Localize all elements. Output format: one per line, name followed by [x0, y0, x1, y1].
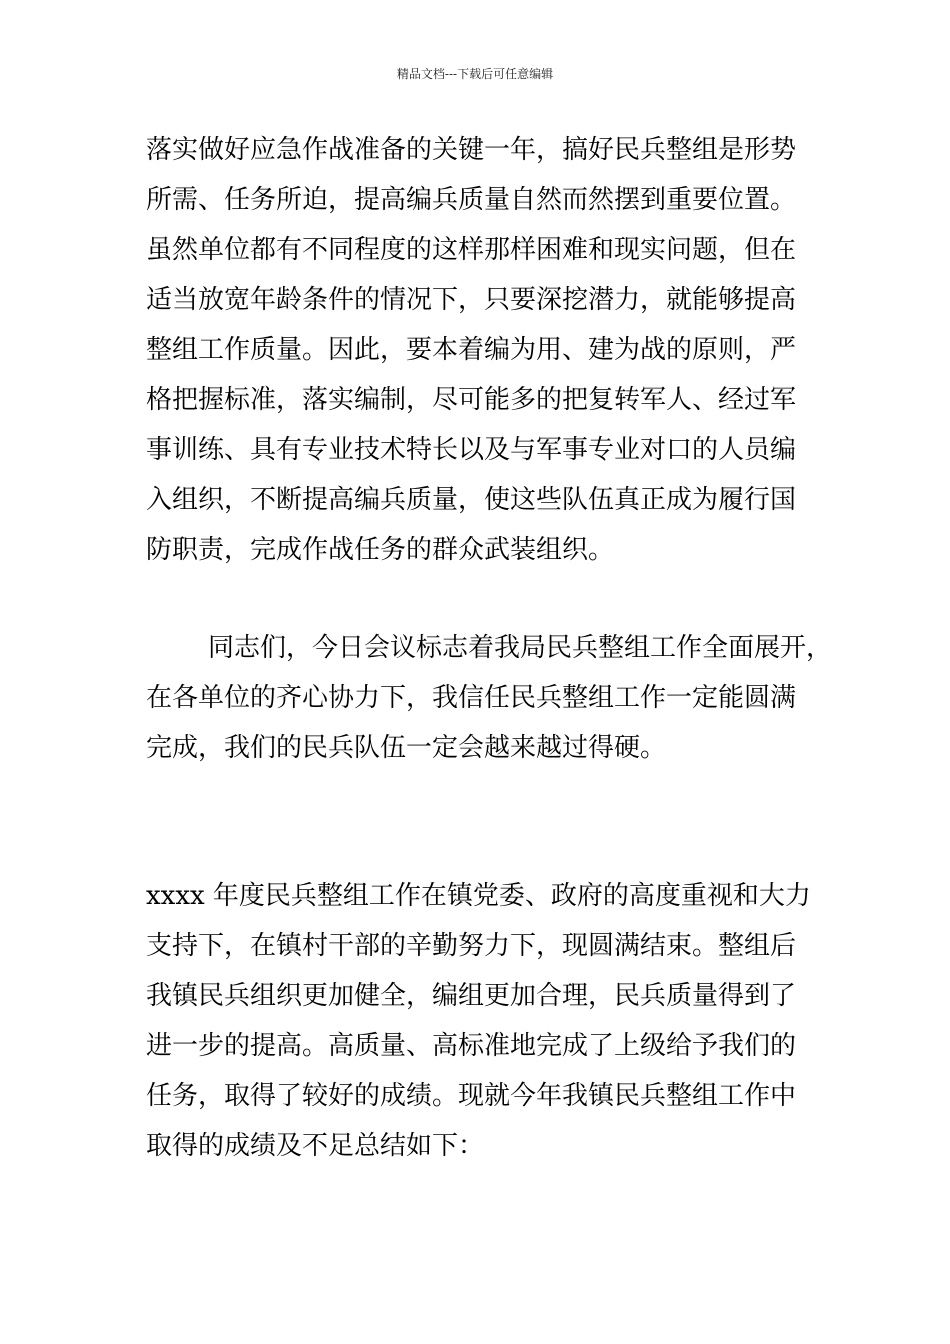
paragraph-2-line-3: 完成，我们的民兵队伍一定会越来越过得硬。 [146, 733, 667, 763]
paragraph-3-line-1: xxxx 年度民兵整组工作在镇党委、政府的高度重视和大力 [146, 881, 811, 911]
paragraph-3-line-2: 支持下，在镇村干部的辛勤努力下，现圆满结束。整组后 [146, 931, 797, 961]
paragraph-1-line-7: 事训练、具有专业技术特长以及与军事专业对口的人员编 [146, 435, 797, 465]
paragraph-1-line-6: 格把握标准，落实编制，尽可能多的把复转军人、经过军 [146, 385, 797, 415]
page-header: 精品文档---下载后可任意编辑 [396, 67, 554, 81]
paragraph-3-line-4: 进一步的提高。高质量、高标准地完成了上级给予我们的 [146, 1031, 797, 1061]
paragraph-1-line-3: 虽然单位都有不同程度的这样那样困难和现实问题，但在 [146, 235, 797, 265]
paragraph-1-line-9: 防职责，完成作战任务的群众武装组织。 [146, 535, 615, 565]
paragraph-1-line-2: 所需、任务所迫，提高编兵质量自然而然摆到重要位置。 [146, 185, 797, 215]
paragraph-3-line-3: 我镇民兵组织更加健全，编组更加合理，民兵质量得到了 [146, 981, 797, 1011]
paragraph-1-line-1: 落实做好应急作战准备的关键一年，搞好民兵整组是形势 [146, 135, 797, 165]
paragraph-1-line-8: 入组织，不断提高编兵质量，使这些队伍真正成为履行国 [146, 485, 797, 515]
paragraph-1-line-4: 适当放宽年龄条件的情况下，只要深挖潜力，就能够提高 [146, 285, 797, 315]
paragraph-2-line-1: 同志们，今日会议标志着我局民兵整组工作全面展开， [208, 633, 833, 663]
paragraph-2-line-2: 在各单位的齐心协力下，我信任民兵整组工作一定能圆满 [146, 683, 797, 713]
paragraph-3-line-5: 任务，取得了较好的成绩。现就今年我镇民兵整组工作中 [146, 1081, 797, 1111]
paragraph-3-line-6: 取得的成绩及不足总结如下： [146, 1131, 485, 1161]
paragraph-1-line-5: 整组工作质量。因此，要本着编为用、建为战的原则，严 [146, 335, 797, 365]
